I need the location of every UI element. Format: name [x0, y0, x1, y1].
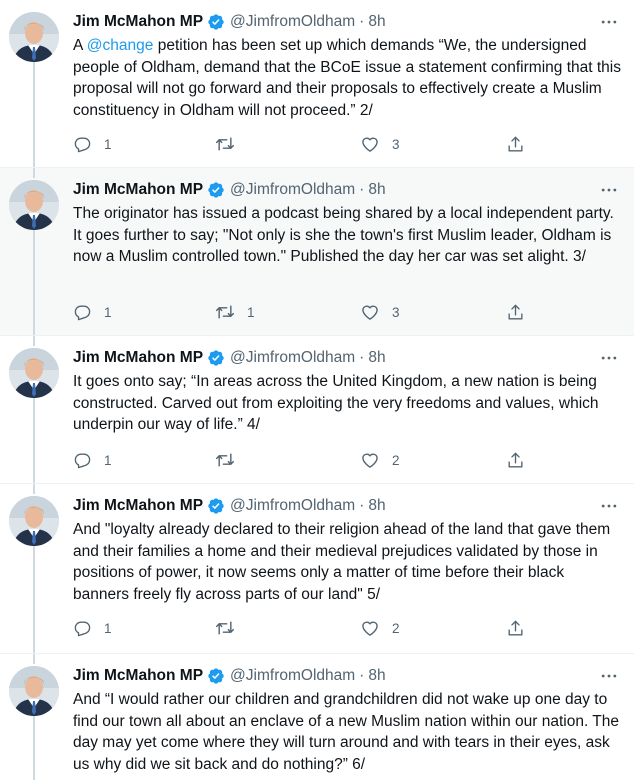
tweet-text	[73, 35, 622, 121]
tweet-5[interactable]	[0, 484, 634, 654]
mention-link[interactable]: @change	[86, 37, 154, 54]
tweet-text: The originator has issued a podcast being shared by a local independent party. It goes further to say; "Not only is she the town's first Muslim leader, Oldham is now a Muslim controlled town." Published the day her car was set alight. 3/	[73, 205, 614, 265]
tweet-text: It goes onto say; “In areas across the United Kingdom, a new nation is being constructed. Carved out from exploiting the very freedoms and values, which underpin our way of life.” 4/	[73, 373, 599, 433]
author-name[interactable]: Jim McMahon MP	[73, 181, 204, 198]
like-icon	[360, 134, 380, 154]
like-button[interactable]	[360, 300, 400, 324]
share-icon	[506, 303, 525, 322]
retweet-icon	[215, 302, 235, 322]
thread-line	[33, 398, 35, 483]
tweet-3[interactable]	[0, 168, 634, 336]
like-count: 2	[392, 452, 400, 468]
tweet-text-start: A	[73, 37, 87, 54]
retweet-icon	[215, 134, 235, 154]
author-name[interactable]: Jim McMahon MP	[73, 497, 204, 514]
avatar[interactable]	[9, 496, 59, 546]
retweet-count: 1	[247, 304, 255, 320]
reply-icon	[73, 135, 92, 154]
retweet-button[interactable]	[215, 300, 255, 324]
timestamp[interactable]: 8h	[368, 13, 386, 30]
author-handle[interactable]: @JimfromOldham	[230, 497, 356, 514]
like-button[interactable]	[360, 616, 400, 640]
more-horizontal-icon[interactable]	[598, 495, 620, 517]
like-button[interactable]	[360, 132, 400, 156]
more-horizontal-icon[interactable]	[598, 179, 620, 201]
like-icon	[360, 618, 380, 638]
separator: ·	[359, 13, 365, 30]
share-button[interactable]	[506, 132, 525, 156]
thread-line	[33, 336, 35, 346]
avatar[interactable]	[9, 666, 59, 716]
like-button[interactable]	[360, 448, 400, 472]
reply-icon	[73, 619, 92, 638]
like-count: 3	[392, 304, 400, 320]
reply-button[interactable]	[73, 132, 112, 156]
tweet-header	[73, 179, 624, 201]
author-name[interactable]: Jim McMahon MP	[73, 349, 204, 366]
author-name[interactable]: Jim McMahon MP	[73, 667, 204, 684]
reply-count: 1	[104, 452, 112, 468]
share-icon	[506, 135, 525, 154]
verified-badge-icon	[207, 181, 225, 199]
retweet-button[interactable]	[215, 132, 247, 156]
timestamp[interactable]: 8h	[368, 667, 386, 684]
separator: ·	[359, 497, 365, 514]
author-name[interactable]: Jim McMahon MP	[73, 13, 204, 30]
tweet-text: And “I would rather our children and grandchildren did not wake up one day to find our town all about an enclave of a new Muslim nation within our nation. The day may yet come where they will turn around and with tears in their eyes, ask us why did we sit back and do nothing?” 6/	[73, 691, 619, 773]
tweet-header	[73, 11, 624, 33]
tweet-actions	[73, 616, 634, 640]
thread-line	[33, 62, 35, 167]
more-horizontal-icon[interactable]	[598, 11, 620, 33]
share-icon	[506, 619, 525, 638]
more-horizontal-icon[interactable]	[598, 347, 620, 369]
share-icon	[506, 451, 525, 470]
retweet-button[interactable]	[215, 616, 247, 640]
retweet-button[interactable]	[215, 448, 247, 472]
tweet-6[interactable]	[0, 654, 634, 780]
share-button[interactable]	[506, 448, 525, 472]
tweet-2[interactable]	[0, 0, 634, 168]
author-handle[interactable]: @JimfromOldham	[230, 13, 356, 30]
thread-line	[33, 230, 35, 335]
timestamp[interactable]: 8h	[368, 181, 386, 198]
retweet-icon	[215, 618, 235, 638]
verified-badge-icon	[207, 13, 225, 31]
tweet-actions	[73, 448, 634, 472]
like-icon	[360, 302, 380, 322]
separator: ·	[359, 349, 365, 366]
reply-icon	[73, 451, 92, 470]
tweet-text-rest: petition has been set up which demands “We, the undersigned people of Oldham, demand that the BCoE issue a statement confirming that this proposal will not go forward and their proposals to effectively create a Muslim constituency in Oldham will not proceed.” 2/	[73, 37, 621, 119]
separator: ·	[359, 667, 365, 684]
reply-count: 1	[104, 620, 112, 636]
share-button[interactable]	[506, 616, 525, 640]
avatar[interactable]	[9, 12, 59, 62]
thread-line	[33, 546, 35, 653]
reply-button[interactable]	[73, 300, 112, 324]
verified-badge-icon	[207, 349, 225, 367]
reply-icon	[73, 303, 92, 322]
retweet-icon	[215, 450, 235, 470]
tweet-actions	[73, 132, 634, 156]
like-count: 3	[392, 136, 400, 152]
reply-button[interactable]	[73, 616, 112, 640]
thread-line	[33, 168, 35, 178]
tweet-text: And "loyalty already declared to their religion ahead of the land that gave them and their families a home and their medieval prejudices validated by those in positions of power, it now seems only a matter of time before their black banners freely fly across parts of our land" 5/	[73, 521, 611, 603]
avatar[interactable]	[9, 180, 59, 230]
author-handle[interactable]: @JimfromOldham	[230, 349, 356, 366]
author-handle[interactable]: @JimfromOldham	[230, 181, 356, 198]
timestamp[interactable]: 8h	[368, 349, 386, 366]
reply-count: 1	[104, 304, 112, 320]
reply-button[interactable]	[73, 448, 112, 472]
share-button[interactable]	[506, 300, 525, 324]
tweet-actions	[73, 300, 634, 324]
tweet-header	[73, 665, 624, 687]
thread-line	[33, 716, 35, 780]
reply-count: 1	[104, 136, 112, 152]
like-count: 2	[392, 620, 400, 636]
tweet-header	[73, 347, 624, 369]
like-icon	[360, 450, 380, 470]
tweet-4[interactable]	[0, 336, 634, 484]
separator: ·	[359, 181, 365, 198]
verified-badge-icon	[207, 667, 225, 685]
thread-line	[33, 654, 35, 664]
thread-line	[33, 484, 35, 494]
more-horizontal-icon[interactable]	[598, 665, 620, 687]
avatar[interactable]	[9, 348, 59, 398]
verified-badge-icon	[207, 497, 225, 515]
tweet-header	[73, 495, 624, 517]
timestamp[interactable]: 8h	[368, 497, 386, 514]
author-handle[interactable]: @JimfromOldham	[230, 667, 356, 684]
